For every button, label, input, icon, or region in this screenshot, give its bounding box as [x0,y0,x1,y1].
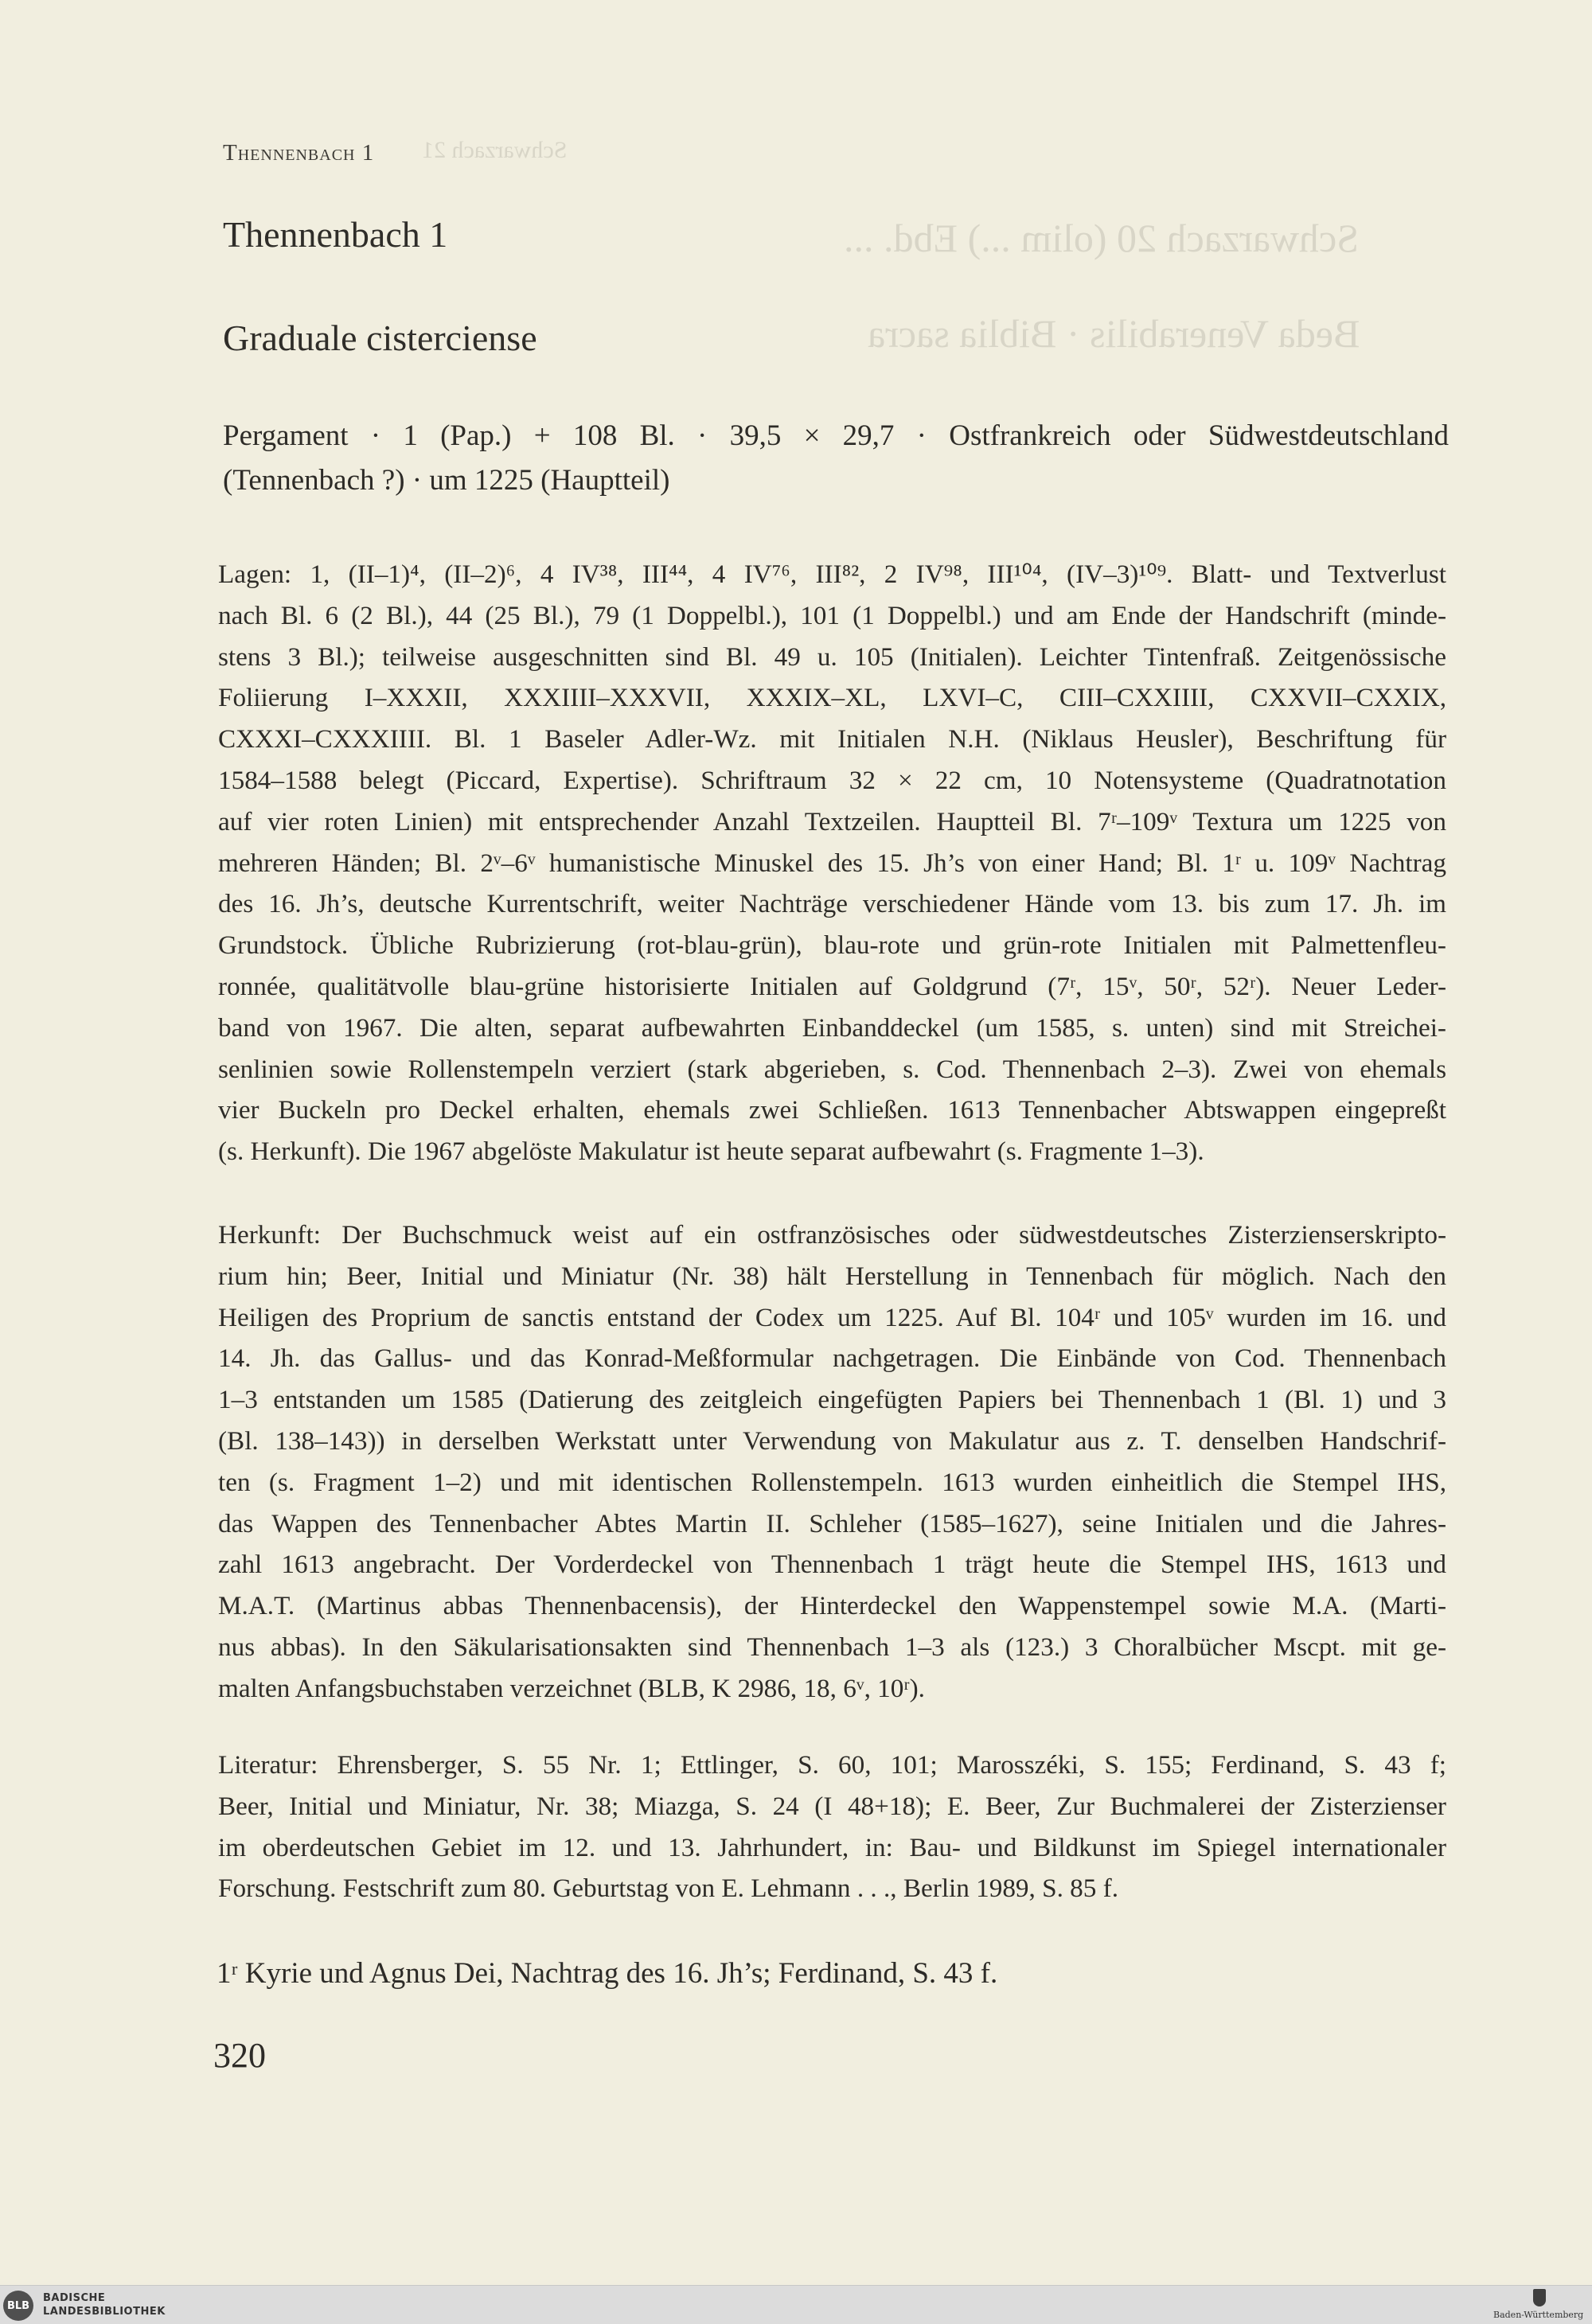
running-head: Thennenbach 1 [223,140,375,166]
text-line: ten (s. Fragment 1–2) und mit identischen Rollenstempeln. 1613 wurden einheitlich die Stempel IHS, [218,1467,1446,1497]
text-line: CXXXI–CXXXIIII. Bl. 1 Baseler Adler-Wz. mit Initialen N.H. (Niklaus Heusler), Beschriftung für [218,724,1446,755]
coat-of-arms-icon [1533,2289,1546,2306]
library-name-line-2: LANDESBIBLIOTHEK [43,2306,166,2318]
manuscript-subtitle: Graduale cisterciense [223,318,537,358]
text-line: Lagen: 1, (II–1)⁴, (II–2)⁶, 4 IV³⁸, III⁴⁴, 4 IV⁷⁶, III⁸², 2 IV⁹⁸, III¹⁰⁴, (IV–3)¹⁰⁹. Blatt- und Textverlust [218,560,1446,589]
physical-summary [223,414,1449,503]
text-line: Foliierung I–XXXII, XXXIIII–XXXVII, XXXIX–XL, LXVI–C, CIII–CXXIIII, CXXVII–CXXIX, [218,683,1446,713]
text-line: band von 1967. Die alten, separat aufbewahrten Einbanddeckel (um 1585, s. unten) sind mit Streichei- [218,1012,1446,1043]
text-line: (s. Herkunft). Die 1967 abgelöste Makulatur ist heute separat aufbewahrt (s. Fragmente 1–3). [218,1137,1204,1167]
text-line: Grundstock. Übliche Rubrizierung (rot-blau-grün), blau-rote und grün-rote Initialen mit Palmettenfleu- [218,930,1446,961]
bleed-through-title: Schwarzach 20 (olim ...) Ebd. ... [844,216,1360,260]
lagen-paragraph [218,554,1446,1172]
text-line: (Bl. 138–143)) in derselben Werkstatt unter Verwendung von Makulatur aus z. T. denselben Handschrif- [218,1425,1446,1456]
text-line: stens 3 Bl.); teilweise ausgeschnitten sind Bl. 49 u. 105 (Initialen). Leichter Tintenfraß. Zeitgenössische [218,641,1446,672]
text-line: 14. Jh. das Gallus- und das Konrad-Meßformular nachgetragen. Die Einbände von Cod. Thennenbach [218,1343,1446,1374]
text-line: Heiligen des Proprium de sanctis entstand der Codex um 1225. Auf Bl. 104ʳ und 105ᵛ wurden im 16. und [218,1302,1446,1332]
summary-line: (Tennenbach ?) · um 1225 (Hauptteil) [223,464,670,497]
text-line: nus abbas). In den Säkularisationsakten sind Thennenbach 1–3 als (123.) 3 Choralbücher Mscpt. mit ge- [218,1632,1446,1662]
region-label: Baden-Württemberg [1493,2310,1584,2320]
text-line: nach Bl. 6 (2 Bl.), 44 (25 Bl.), 79 (1 Doppelbl.), 101 (1 Doppelbl.) und am Ende der Handschrift (minde- [218,600,1446,630]
text-line: ronnée, qualitätvolle blau-grüne historisierte Initialen auf Goldgrund (7ʳ, 15ᵛ, 50ʳ, 52ʳ). Neuer Leder- [218,971,1446,1001]
summary-line: Pergament · 1 (Pap.) + 108 Bl. · 39,5 × 29,7 · Ostfrankreich oder Südwestdeutschland [223,419,1449,452]
blb-logo-icon[interactable]: BLB [3,2291,33,2321]
text-line: des 16. Jh’s, deutsche Kurrentschrift, weiter Nachträge verschiedener Hände vom 13. bis zum 17. Jh. im [218,889,1446,919]
text-line: malten Anfangsbuchstaben verzeichnet (BLB, K 2986, 18, 6ᵛ, 10ʳ). [218,1673,925,1703]
herkunft-paragraph [218,1215,1446,1710]
library-name[interactable] [43,2291,166,2318]
text-line: 1–3 entstanden um 1585 (Datierung des zeitgleich eingefügten Papiers bei Thennenbach 1 (Bl. 1) und 3 [218,1385,1446,1415]
text-line: senlinien sowie Rollenstempeln verziert (stark abgerieben, s. Cod. Thennenbach 2–3). Zwei von ehemals [218,1054,1446,1084]
text-line: Literatur: Ehrensberger, S. 55 Nr. 1; Ettlinger, S. 60, 101; Marosszéki, S. 155; Ferdinand, S. 43 f; [218,1750,1446,1780]
text-line: rium hin; Beer, Initial und Miniatur (Nr. 38) hält Herstellung in Tennenbach für möglich. Nach den [218,1261,1446,1291]
page-number: 320 [213,2036,266,2075]
text-line: das Wappen des Tennenbacher Abtes Martin II. Schleher (1585–1627), seine Initialen und die Jahres- [218,1508,1446,1538]
text-line: zahl 1613 angebracht. Der Vorderdeckel von Thennenbach 1 trägt heute die Stempel IHS, 1613 und [218,1550,1446,1580]
footer-bar [0,2285,1592,2324]
library-name-line-1: BADISCHE [43,2292,106,2304]
text-line: auf vier roten Linien) mit entsprechender Anzahl Textzeilen. Hauptteil Bl. 7ʳ–109ᵛ Textura um 1225 von [218,806,1446,836]
text-line: Beer, Initial und Miniatur, Nr. 38; Miazga, S. 24 (I 48+18); E. Beer, Zur Buchmalerei der Zisterzienser [218,1791,1446,1821]
text-line: im oberdeutschen Gebiet im 12. und 13. Jahrhundert, in: Bau- und Bildkunst im Spiegel internationaler [218,1832,1446,1862]
text-line: vier Buckeln pro Deckel erhalten, ehemals zwei Schließen. 1613 Tennenbacher Abtswappen eingepreßt [218,1095,1446,1125]
text-line: 1584–1588 belegt (Piccard, Expertise). Schriftraum 32 × 22 cm, 10 Notensysteme (Quadratnotation [218,765,1446,795]
text-line: Herkunft: Der Buchschmuck weist auf ein ostfranzösisches oder südwestdeutsches Zisterzienserskripto- [218,1220,1446,1250]
page-title: Thennenbach 1 [223,214,448,255]
bleed-through-subtitle: Beda Venerabilis · Biblia sacra [868,311,1360,356]
bleed-through-running-head: Schwarzach 21 [422,137,568,163]
text-line: M.A.T. (Martinus abbas Thennenbacensis), der Hinterdeckel den Wappenstempel sowie M.A. (Marti- [218,1591,1446,1621]
text-line: mehreren Händen; Bl. 2ᵛ–6ᵛ humanistische Minuskel des 15. Jh’s von einer Hand; Bl. 1ʳ u. 109ᵛ Nachtrag [218,848,1446,878]
literatur-paragraph [218,1745,1446,1909]
text-line: Forschung. Festschrift zum 80. Geburtstag von E. Lehmann . . ., Berlin 1989, S. 85 f. [218,1874,1119,1904]
content-entry: 1ʳ Kyrie und Agnus Dei, Nachtrag des 16. Jh’s; Ferdinand, S. 43 f. [217,1957,998,1990]
